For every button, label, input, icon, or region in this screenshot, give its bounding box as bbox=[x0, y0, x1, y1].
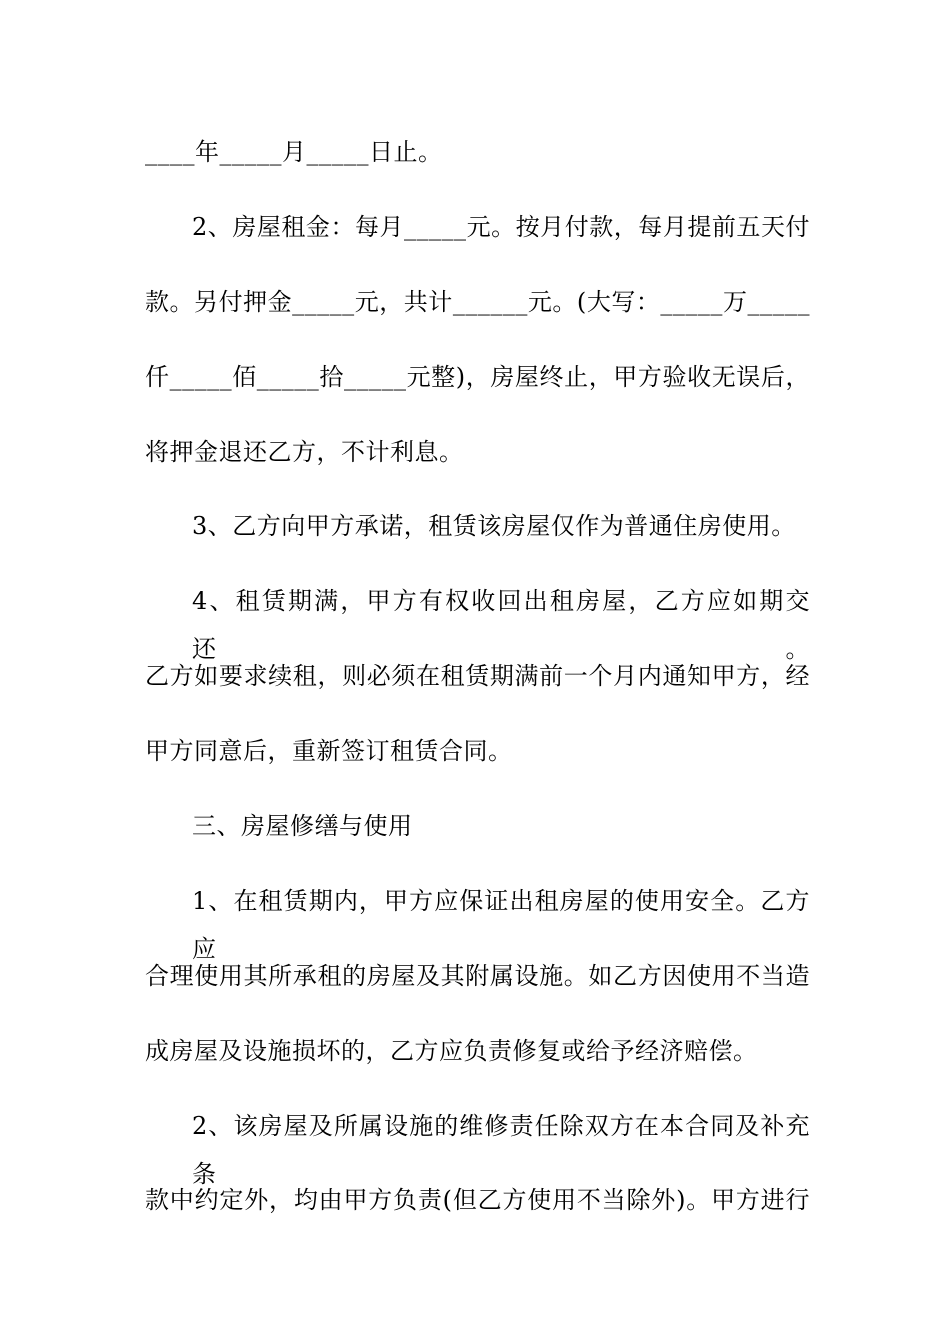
text-line-rent-4: 将押金退还乙方，不计利息。 bbox=[145, 437, 464, 466]
text-line-expiry-1: 4、租赁期满，甲方有权收回出租房屋，乙方应如期交还。 bbox=[192, 587, 810, 664]
text-line-maintenance-1: 2、该房屋及所属设施的维修责任除双方在本合同及补充条 bbox=[192, 1111, 810, 1188]
text-line-safety-1: 1、在租赁期内，甲方应保证出租房屋的使用安全。乙方应 bbox=[192, 886, 810, 963]
text-line-expiry-3: 甲方同意后，重新签订租赁合同。 bbox=[145, 737, 513, 766]
text-line-safety-2: 合理使用其所承租的房屋及其附属设施。如乙方因使用不当造 bbox=[145, 961, 810, 990]
text-line-rent-1: 2、房屋租金：每月_____元。按月付款，每月提前五天付 bbox=[192, 212, 810, 241]
text-line-promise: 3、乙方向甲方承诺，租赁该房屋仅作为普通住房使用。 bbox=[192, 512, 796, 541]
text-line-safety-3: 成房屋及设施损坏的，乙方应负责修复或给予经济赔偿。 bbox=[145, 1036, 758, 1065]
text-line-rent-3: 仟_____佰_____拾_____元整)，房屋终止，甲方验收无误后， bbox=[145, 362, 810, 391]
document-page bbox=[145, 128, 810, 1251]
text-line-expiry-2: 乙方如要求续租，则必须在租赁期满前一个月内通知甲方，经 bbox=[145, 662, 810, 691]
text-line-end-date: ____年_____月_____日止。 bbox=[145, 138, 443, 166]
section-heading-repair: 三、房屋修缮与使用 bbox=[192, 812, 413, 841]
text-line-rent-2: 款。另付押金_____元，共计______元。(大写：_____万_____ bbox=[145, 287, 810, 316]
text-line-maintenance-2: 款中约定外，均由甲方负责(但乙方使用不当除外)。甲方进行 bbox=[145, 1186, 810, 1215]
